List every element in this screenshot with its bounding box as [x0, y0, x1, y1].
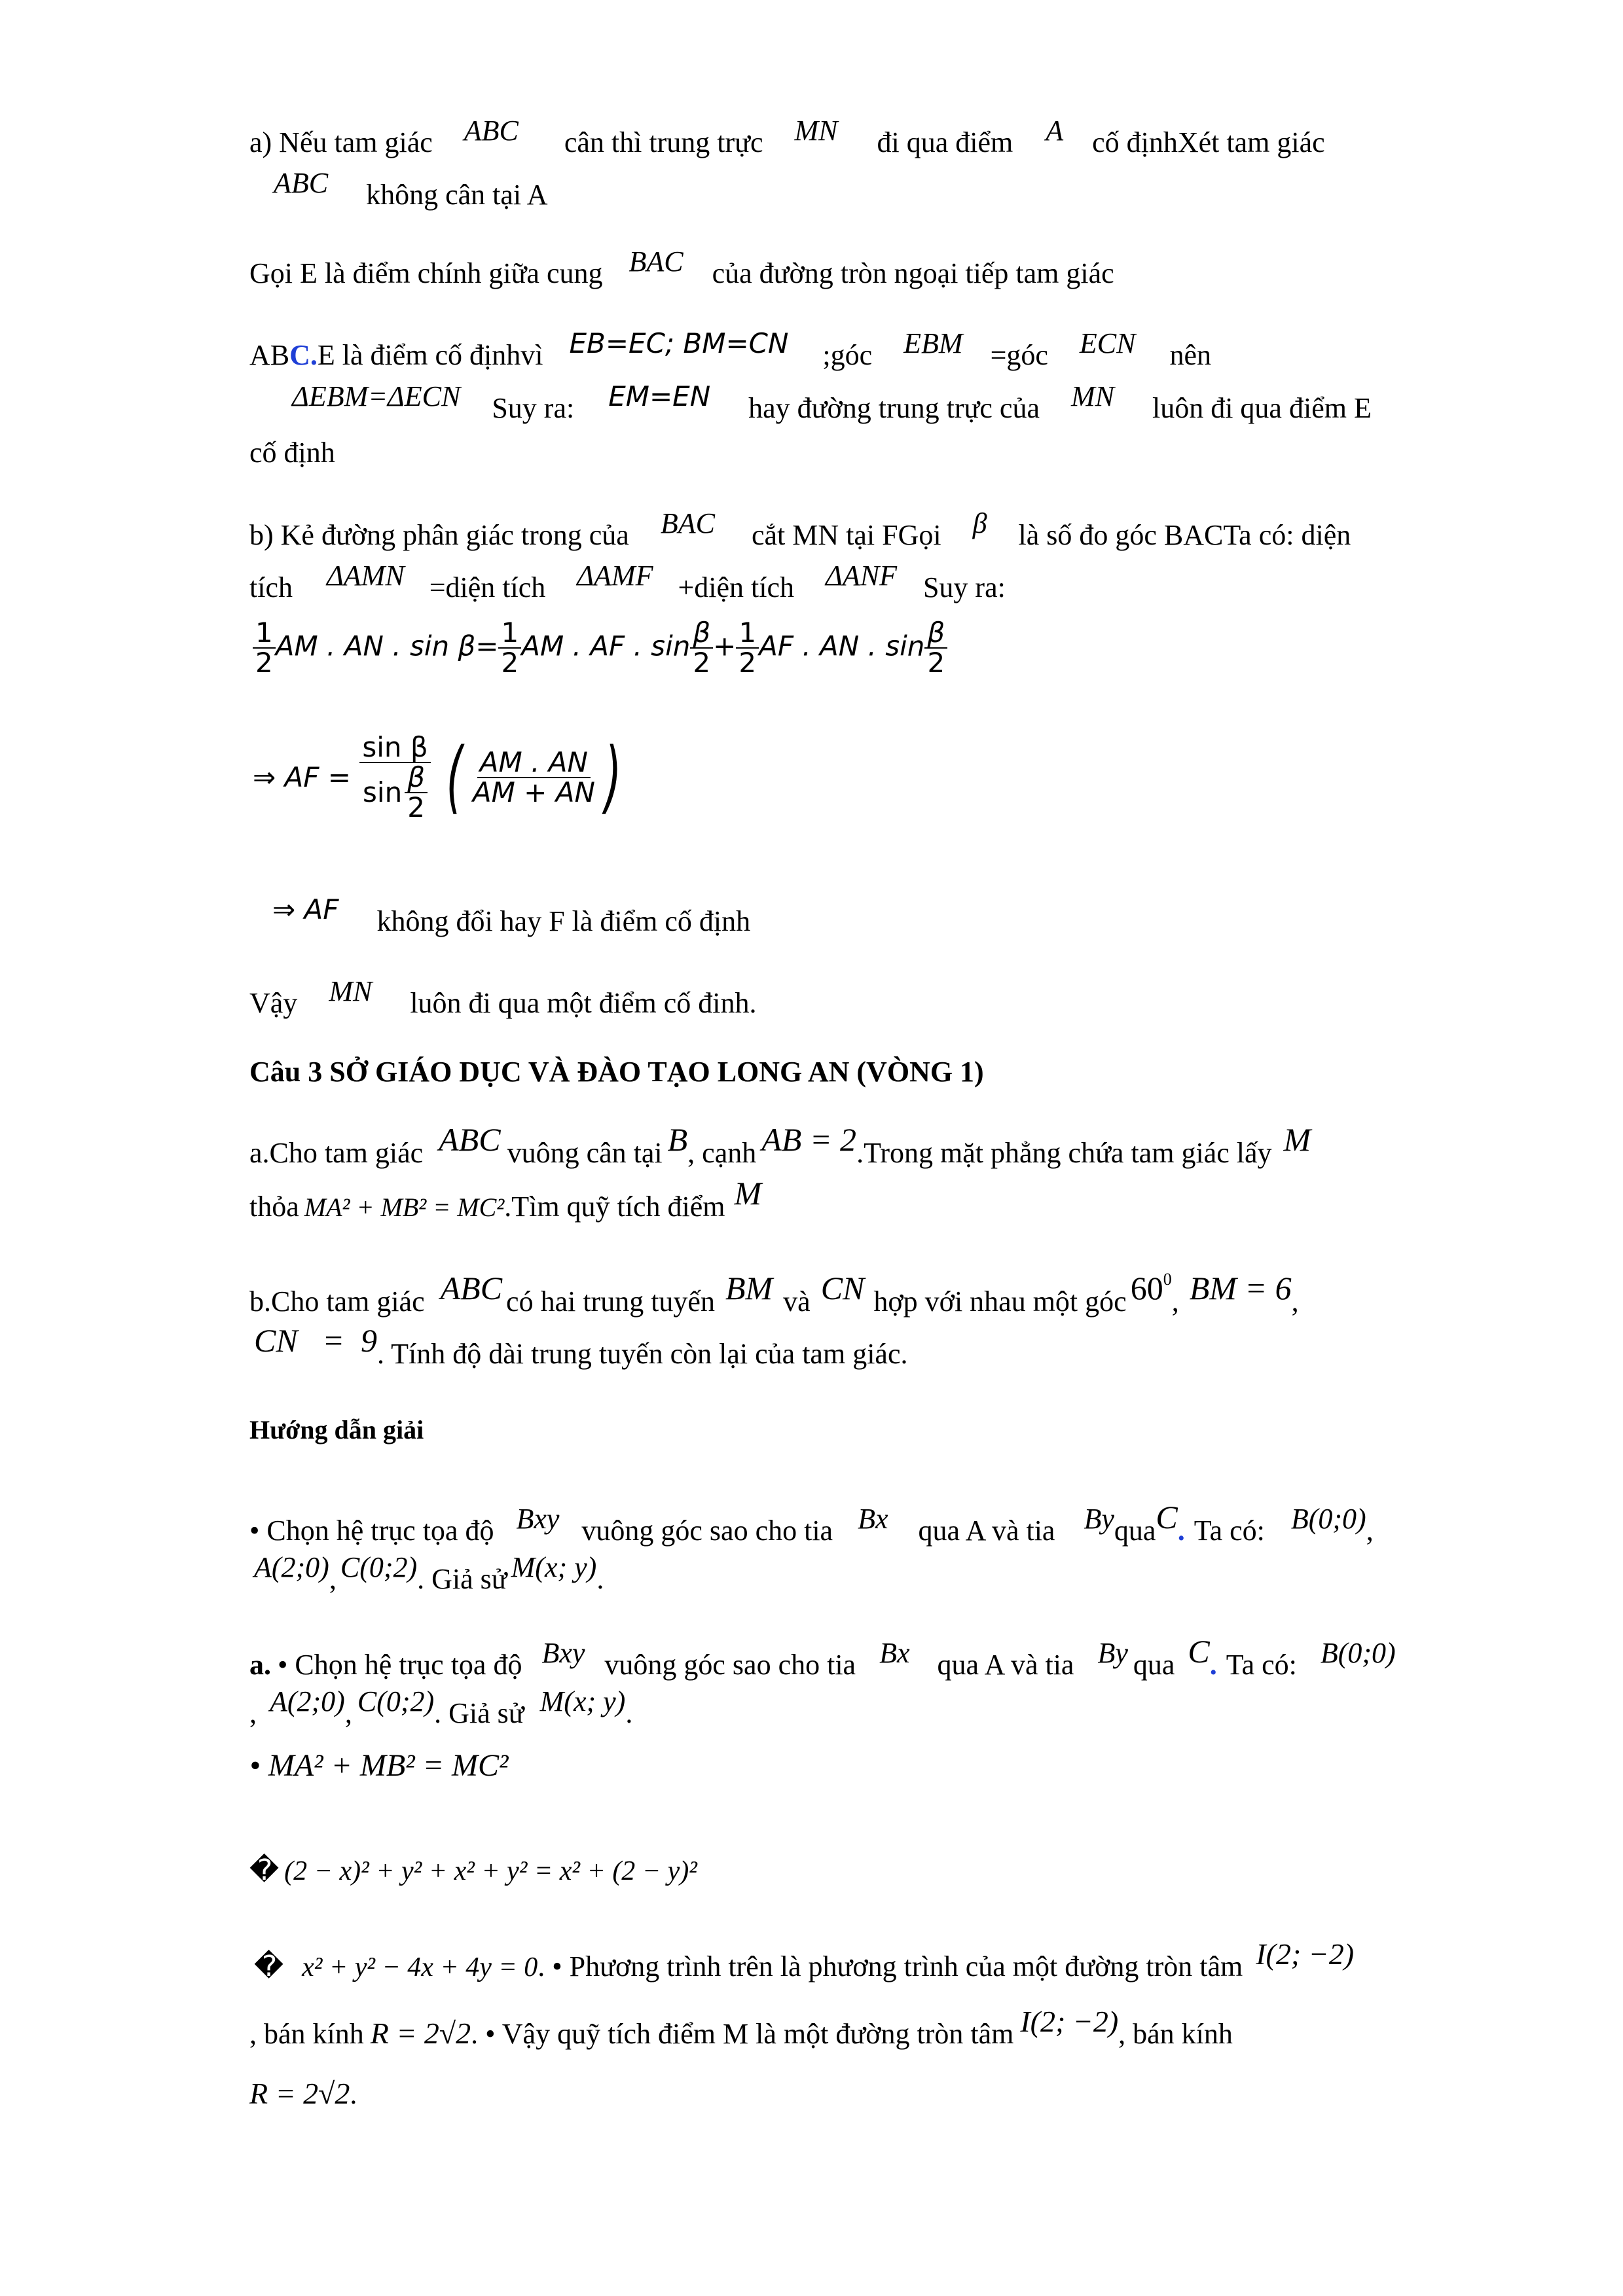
text: . • Vậy quỹ tích điểm M là một đường tròn tâm — [471, 2018, 1014, 2050]
conclusion-line — [249, 975, 757, 1021]
text: . — [350, 2078, 357, 2110]
math-congruence: ΔEBM=ΔECN — [292, 380, 461, 412]
text: Gọi E là điểm chính giữa cung — [249, 257, 603, 289]
math-center: I(2; −2) — [1020, 2005, 1119, 2038]
question-title: Câu 3 SỞ GIÁO DỤC VÀ ĐÀO TẠO LONG AN (VÒNG 1) — [249, 1056, 984, 1088]
math-bm: BM — [725, 1270, 773, 1306]
text: , cạnh — [687, 1137, 757, 1169]
fraction-half: $\frac{1}{2}$ — [253, 619, 276, 677]
text: .Trong mặt phẳng chứa tam giác lấy — [856, 1137, 1272, 1169]
math-bxy: Bxy — [541, 1637, 585, 1669]
text: của đường tròn ngoại tiếp tam giác — [712, 257, 1114, 289]
math-ebm: EBM — [903, 327, 963, 359]
math-lhs: ⇒ AF = — [253, 761, 351, 793]
area-equation — [253, 619, 947, 677]
text: Vậy — [249, 987, 298, 1019]
math-cn: CN — [820, 1270, 865, 1306]
math-c-point: C(0;2) — [340, 1551, 418, 1583]
math-b-origin: B(0;0) — [1290, 1503, 1366, 1535]
text: , — [329, 1563, 337, 1595]
math-em-en: EM=EN — [608, 380, 711, 412]
math-degree: 0 — [1163, 1270, 1172, 1289]
math-bx: Bx — [879, 1637, 910, 1669]
math-mn: MN — [1070, 380, 1114, 412]
math-plus: + — [713, 630, 737, 662]
label: a. — [249, 1649, 271, 1681]
guide-line-2 — [254, 1551, 604, 1597]
math-abc: ABC — [274, 167, 329, 199]
question-b-line-1 — [249, 1270, 1299, 1321]
text: a.Cho tam giác — [249, 1137, 424, 1169]
text: qua A và tia — [918, 1515, 1055, 1547]
text: Suy ra: — [922, 571, 1006, 603]
math-radius: R = 2√2 — [370, 2017, 471, 2050]
equivalence-icon: � — [254, 1950, 284, 1983]
part-a-line-1 — [249, 115, 1325, 160]
text: cắt MN tại FGọi — [751, 519, 941, 551]
text: , bán kính — [1118, 2018, 1233, 2050]
math-m: M — [1283, 1121, 1311, 1158]
question-a-line-1 — [249, 1121, 1311, 1172]
text: vuông cân tại — [507, 1137, 663, 1169]
part-b-line-1 — [249, 507, 1351, 553]
math-abc: ABC — [439, 1121, 501, 1158]
math-bx: Bx — [858, 1503, 888, 1535]
text: , — [344, 1697, 352, 1729]
math-beta: β — [972, 507, 987, 539]
math-m: M — [734, 1175, 762, 1211]
math-by: By — [1084, 1503, 1114, 1535]
text: AB — [249, 339, 290, 371]
text: qua — [1133, 1649, 1175, 1681]
text: E là điểm cố địnhvì — [317, 339, 543, 371]
solution-equation-2 — [249, 1852, 697, 1889]
math-c: C — [1156, 1499, 1178, 1535]
math-ab-2: AB = 2 — [761, 1121, 857, 1158]
math-term: AM . AF . sin — [521, 630, 691, 662]
text: , — [1291, 1285, 1299, 1318]
text: Ta có: — [1194, 1515, 1265, 1547]
math-m-point: M(x; y) — [511, 1551, 597, 1583]
solution-equation-3 — [254, 1937, 1355, 1985]
right-paren: ) — [604, 732, 622, 823]
math-bac: BAC — [660, 507, 715, 539]
math-bm-6: BM = 6 — [1189, 1270, 1292, 1306]
math-af: ⇒ AF — [272, 893, 339, 925]
text: =góc — [990, 339, 1048, 371]
math-condition: MA² + MB² = MC² — [304, 1193, 505, 1222]
text: vuông góc sao cho tia — [604, 1649, 856, 1681]
left-paren: ( — [446, 732, 464, 823]
text: . Tính độ dài trung tuyến còn lại của tam giác. — [376, 1338, 908, 1370]
text: , — [1171, 1285, 1179, 1318]
math-m-point: M(x; y) — [539, 1685, 626, 1717]
math-ecn: ECN — [1079, 327, 1136, 359]
text: • Chọn hệ trục tọa độ — [278, 1649, 522, 1681]
text: , bán kính — [249, 2018, 364, 2050]
part-b-line-2 — [249, 560, 1006, 605]
text: cân thì trung trực — [564, 126, 763, 158]
math-mn: MN — [329, 975, 373, 1007]
text: . Giả sử — [434, 1697, 524, 1729]
question-a-line-2 — [249, 1175, 762, 1226]
math-equalities: EB=EC; BM=CN — [569, 327, 789, 359]
math-a-point: A(2;0) — [270, 1685, 345, 1717]
text: đi qua điểm — [877, 126, 1013, 158]
math-b-origin: B(0;0) — [1320, 1637, 1396, 1669]
af-constant-line — [272, 893, 751, 939]
math-abc: ABC — [464, 115, 519, 147]
math-a-point: A(2;0) — [254, 1551, 329, 1583]
fraction-half: $\frac{1}{2}$ — [498, 619, 521, 677]
part-a-line-2 — [274, 167, 548, 213]
text: hay đường trung trực của — [748, 392, 1040, 424]
text-highlight: C. — [289, 339, 318, 371]
text-highlight: . — [1177, 1515, 1185, 1547]
part-a-line-5 — [292, 380, 1372, 426]
math-bac: BAC — [629, 245, 684, 278]
fraction-beta-half: $\frac{\beta}{2}$ — [690, 619, 713, 677]
fraction-beta-half: $\frac{\beta}{2}$ — [924, 619, 947, 677]
math-term: AM . AN . sin β= — [275, 630, 499, 662]
math-60: 60 — [1130, 1270, 1163, 1306]
text: qua A và tia — [937, 1649, 1074, 1681]
solution-equation-1: • MA² + MB² = MC² — [249, 1748, 509, 1783]
part-a-line-4 — [249, 327, 1212, 373]
text: =diện tích — [429, 571, 546, 603]
fraction-sin-ratio: sin β sin $\frac{\beta}{2}$ — [359, 733, 430, 822]
text: qua — [1114, 1515, 1156, 1547]
text: . Giả sử — [417, 1563, 507, 1595]
math-radius: R = 2√2 — [249, 2077, 350, 2110]
part-a-line-6 — [249, 435, 335, 471]
math-abc: ABC — [440, 1270, 503, 1306]
guide-title: Hướng dẫn giải — [249, 1415, 424, 1444]
solution-radius-line — [249, 2005, 1233, 2053]
solution-a-line-1 — [249, 1633, 1396, 1684]
math-b: B — [667, 1121, 688, 1158]
text: cố định — [249, 437, 335, 469]
math-a: A — [1046, 115, 1064, 147]
text: . — [596, 1563, 604, 1595]
math-anf: ΔANF — [826, 560, 897, 592]
af-equation — [253, 733, 629, 822]
text: tích — [249, 571, 293, 603]
text: vuông góc sao cho tia — [581, 1515, 833, 1547]
text: là số đo góc BACTa có: diện — [1018, 519, 1351, 551]
solution-radius-final — [249, 2075, 357, 2113]
math-c-point: C(0;2) — [357, 1685, 435, 1717]
math-amn: ΔAMN — [326, 560, 405, 592]
text: nên — [1169, 339, 1212, 371]
math-amf: ΔAMF — [577, 560, 653, 592]
text: không đổi hay F là điểm cố định — [376, 905, 751, 937]
text: , — [249, 1697, 257, 1729]
text: b) Kẻ đường phân giác trong của — [249, 519, 629, 551]
text: và — [783, 1285, 811, 1318]
text: Ta có: — [1226, 1649, 1297, 1681]
text: • Chọn hệ trục tọa độ — [249, 1515, 494, 1547]
question-b-line-2 — [254, 1322, 908, 1373]
math-center: I(2; −2) — [1256, 1937, 1355, 1971]
text: thỏa — [249, 1191, 299, 1223]
text: . — [625, 1697, 633, 1729]
text: có hai trung tuyến — [506, 1285, 715, 1318]
text: hợp với nhau một góc — [873, 1285, 1127, 1318]
fraction-half: $\frac{1}{2}$ — [736, 619, 759, 677]
text: luôn đi qua một điểm cố đinh. — [410, 987, 757, 1019]
guide-line-1 — [249, 1499, 1374, 1550]
math-expansion: (2 − x)² + y² + x² + y² = x² + (2 − y)² — [284, 1856, 697, 1886]
text: , — [1366, 1515, 1374, 1547]
text: không cân tại A — [366, 179, 548, 211]
math-term: AF . AN . sin — [759, 630, 925, 662]
math-cn-9: CN = 9 — [254, 1322, 377, 1359]
part-a-line-3 — [249, 245, 1114, 291]
fraction-am-an: $\frac{AM . AN}{AM + AN}$ — [472, 746, 595, 809]
text-highlight: . — [1209, 1649, 1217, 1681]
text: +diện tích — [678, 571, 795, 603]
text: a) Nếu tam giác — [249, 126, 433, 158]
text: . • Phương trình trên là phương trình của một đường tròn tâm — [538, 1950, 1243, 1982]
equivalence-icon: � — [249, 1854, 280, 1887]
text: ;góc — [822, 339, 873, 371]
text: .Tìm quỹ tích điểm — [504, 1191, 725, 1223]
text: Suy ra: — [492, 392, 575, 424]
solution-a-line-2 — [249, 1685, 633, 1731]
math-bxy: Bxy — [516, 1503, 560, 1535]
math-c: C — [1188, 1633, 1210, 1670]
text: luôn đi qua điểm E — [1152, 392, 1372, 424]
math-mn: MN — [794, 115, 838, 147]
math-by: By — [1097, 1637, 1128, 1669]
text: b.Cho tam giác — [249, 1285, 425, 1318]
math-circle-equation: x² + y² − 4x + 4y = 0 — [302, 1952, 538, 1982]
text: cố địnhXét tam giác — [1092, 126, 1325, 158]
